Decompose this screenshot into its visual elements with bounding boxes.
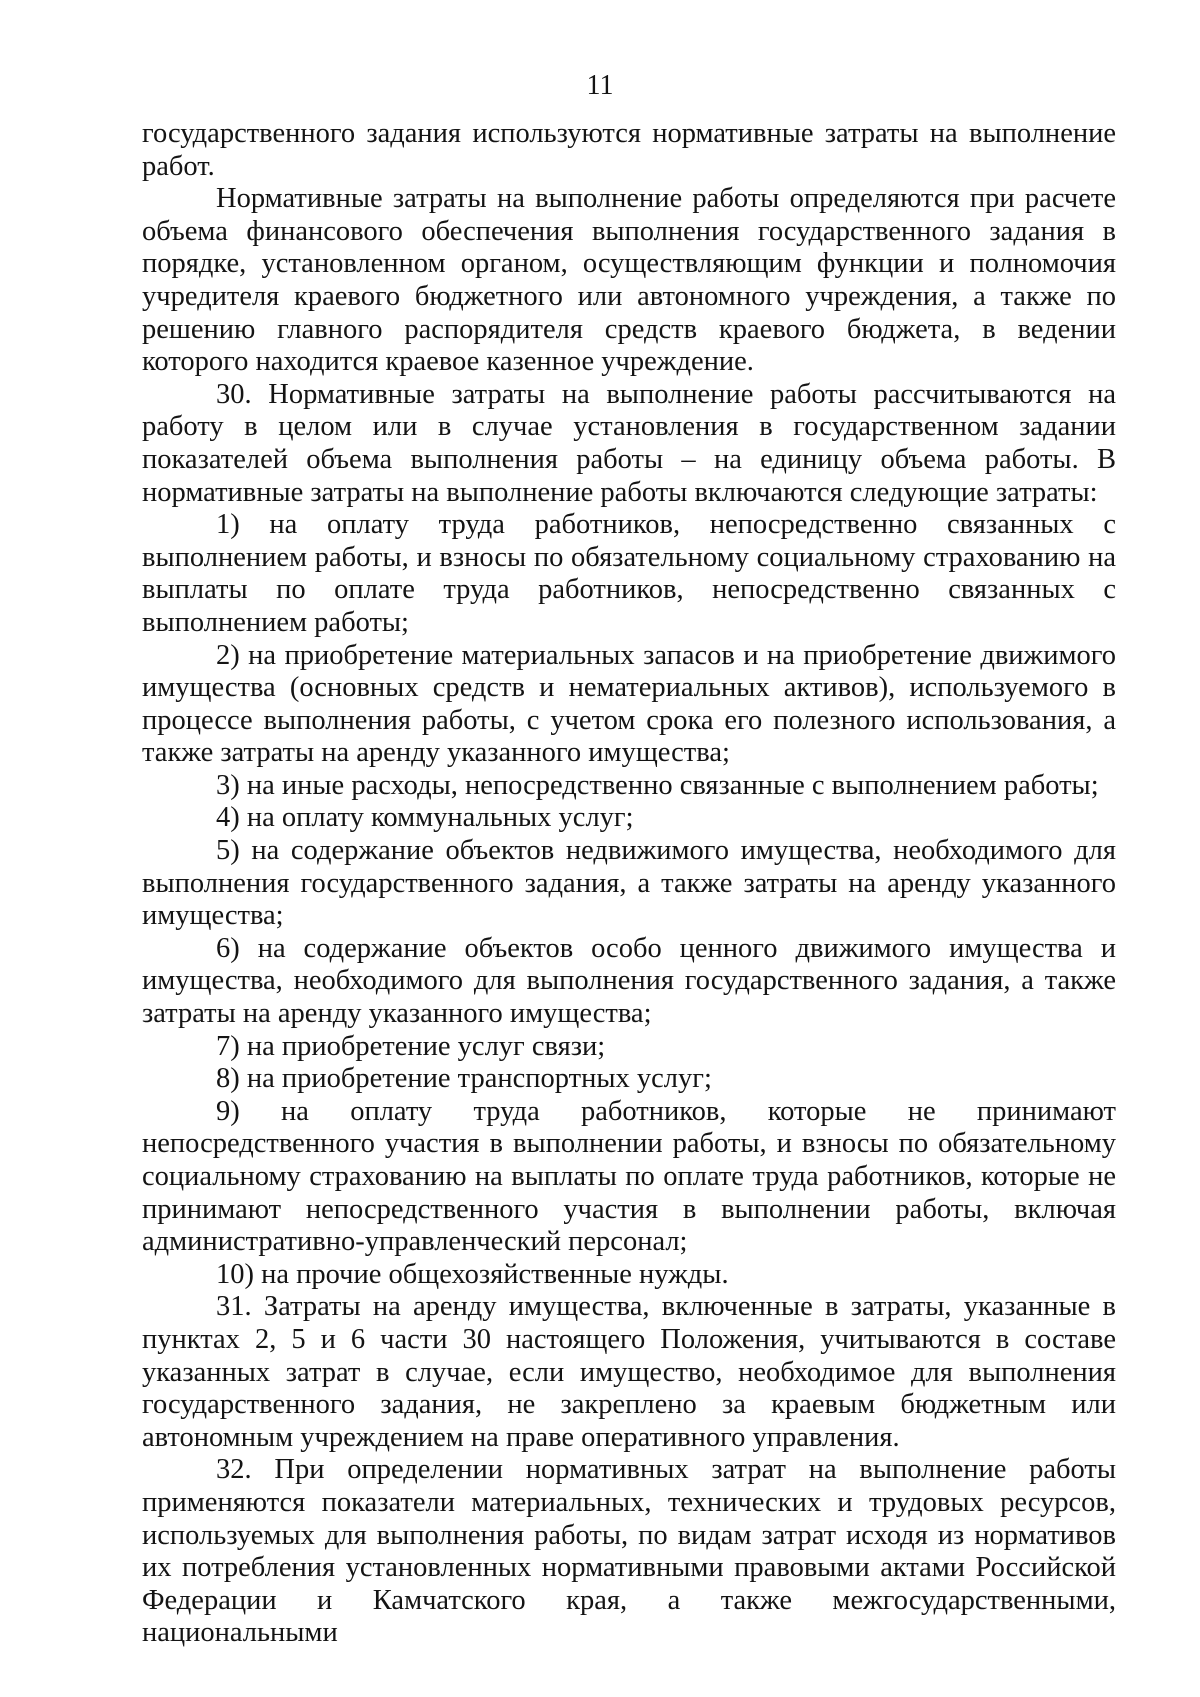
list-item-3: 3) на иные расходы, непосредственно связанные с выполнением работы; (216, 769, 1099, 801)
list-item-10: 10) на прочие общехозяйственные нужды. (216, 1258, 729, 1290)
paragraph-continuation: государственного задания используются нормативные затраты на выполнение работ. (142, 118, 1116, 182)
list-item-5: 5) на содержание объектов недвижимого имущества, необходимого для выполнения государственного задания, а также затраты на аренду указанного имущества; (142, 835, 1116, 932)
list-item-2: 2) на приобретение материальных запасов и на приобретение движимого имущества (основных средств и нематериальных активов), используемого в процессе выполнения работы, с учетом срока его полезного использования, а также затраты на аренду указанного имущества; (142, 639, 1116, 769)
paragraph-clause-32: 32. При определении нормативных затрат на выполнение работы применяются показатели материальных, технических и трудовых ресурсов, используемых для выполнения работы, по видам затрат исходя из нормативов их потребления установленных нормативными правовыми актами Российской Федерации и Камчатского края, а также межгосударственными, национальными (142, 1454, 1116, 1649)
list-item-6: 6) на содержание объектов особо ценного движимого имущества и имущества, необходимого для выполнения государственного задания, а также затраты на аренду указанного имущества; (142, 932, 1116, 1030)
paragraph-normative-costs-definition: Нормативные затраты на выполнение работы определяются при расчете объема финансового обеспечения выполнения государственного задания в порядке, установленном органом, осуществляющим функции и полномочия учредителя краевого бюджетного или автономного учреждения, а также по решению главного распорядителя средств краевого бюджета, в ведении которого находится краевое казенное учреждение. (142, 183, 1116, 378)
list-item-1: 1) на оплату труда работников, непосредственно связанных с выполнением работы, и взносы по обязательному социальному страхованию на выплаты по оплате труда работников, непосредственно связанных с выполнением работы; (142, 509, 1116, 638)
page-number: 11 (586, 70, 614, 101)
paragraph-clause-30: 30. Нормативные затраты на выполнение работы рассчитываются на работу в целом или в случае установления в государственном задании показателей объема выполнения работы – на единицу объема работы. В нормативные затраты на выполнение работы включаются следующие затраты: (142, 378, 1116, 508)
paragraph-clause-31: 31. Затраты на аренду имущества, включенные в затраты, указанные в пунктах 2, 5 и 6 части 30 настоящего Положения, учитываются в составе указанных затрат в случае, если имущество, необходимое для выполнения государственного задания, не закреплено за краевым бюджетным или автономным учреждением на праве оперативного управления. (142, 1291, 1116, 1453)
list-item-4: 4) на оплату коммунальных услуг; (216, 802, 634, 834)
list-item-9: 9) на оплату труда работников, которые не принимают непосредственного участия в выполнении работы, и взносы по обязательному социальному страхованию на выплаты по оплате труда работников, которые не принимают непосредственного участия в выполнении работы, включая административно-управленческий персонал; (142, 1095, 1116, 1258)
list-item-7: 7) на приобретение услуг связи; (216, 1030, 606, 1062)
list-item-8: 8) на приобретение транспортных услуг; (216, 1063, 712, 1095)
document-body (142, 118, 1116, 1650)
